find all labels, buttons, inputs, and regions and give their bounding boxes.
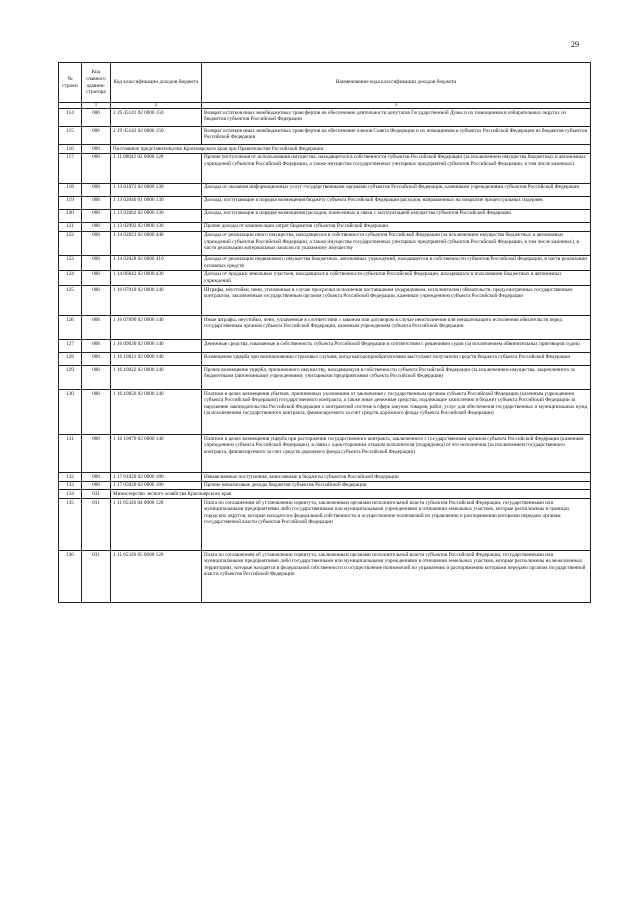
column-number-3: 3	[202, 103, 591, 109]
admin-code: 008	[82, 231, 111, 255]
table-row	[59, 472, 591, 481]
table-header-row	[59, 63, 591, 103]
header-code-name: Наименование кода классификации доходов бюджета	[202, 63, 591, 103]
table-row	[59, 145, 591, 154]
code-name: Прочие доходы от компенсации затрат бюджетов субъектов Российской Федерации	[202, 222, 591, 231]
code-name: Платежи в целях возмещения убытков, причиненных уклонением от заключения с государственным органом субъекта Российской Федерации (казенным учреждением субъекта Российской Федерации) государственного контракта, а также иные денежные средства, подлежащие зачислению в бюджет субъекта Российской Федерации за нарушение законодательства Российской Федерации о контрактной системе в сфере закупок товаров, работ, услуг для обеспечения государственных и муниципальных нужд (за исключением государственного контракта, финансируемого за счет средств дорожного фонда субъекта Российской Федерации)	[202, 389, 591, 434]
code-name: Доходы от продажи земельных участков, находящихся в собственности субъектов Российской Федерации, находящихся в пользовании бюджетных и автономных учреждений	[202, 270, 591, 285]
row-number: 130	[59, 389, 82, 434]
classification-code: 1 14 02023 02 0000 440	[111, 231, 202, 255]
table-row	[59, 270, 591, 285]
code-name: Доходы от реализации недвижимого имущества бюджетных, автономных учреждений, находящегося в собственности субъектов Российской Федерации, в части реализации основных средств	[202, 255, 591, 270]
table-row	[59, 196, 591, 209]
row-number: 132	[59, 472, 82, 481]
admin-code: 008	[82, 434, 111, 472]
table-row	[59, 499, 591, 551]
admin-code: 008	[82, 145, 111, 154]
classification-code: 1 11 09042 02 0000 120	[111, 153, 202, 183]
code-name: Прочее возмещение ущерба, причиненного имуществу, находящемуся в собственности субъекта Российской Федерации (за исключением имущества, закрепленного за бюджетными (автономными) учреждениями, унитарными предприятиями субъекта Российской Федерации)	[202, 365, 591, 389]
row-number: 134	[59, 490, 82, 499]
row-number: 133	[59, 481, 82, 490]
table-body	[59, 109, 591, 603]
admin-code: 006	[82, 127, 111, 145]
row-number: 117	[59, 153, 82, 183]
code-name: Доходы от реализации иного имущества, находящегося в собственности субъектов Российской Федерации (за исключением имущества бюджетных и автономных учреждений субъектов Российской Федерации, а также имущества государственных унитарных предприятий субъектов Российской Федерации, в том числе казенных), в части реализации материальных запасов по указанному имуществу	[202, 231, 591, 255]
table-row	[59, 209, 591, 222]
admin-code: 031	[82, 551, 111, 603]
table-row	[59, 231, 591, 255]
code-name: Прочие неналоговые доходы бюджетов субъектов Российской Федерации	[202, 481, 591, 490]
code-name: Возврат остатков иных межбюджетных трансфертов на обеспечение членов Совета Федерации и их помощников в субъектах Российской Федерации из бюджетов субъектов Российской Федерации	[202, 127, 591, 145]
admin-code: 008	[82, 389, 111, 434]
classification-code: 1 16 09030 02 0000 140	[111, 339, 202, 352]
row-number: 136	[59, 551, 82, 603]
row-number: 129	[59, 365, 82, 389]
admin-code: 008	[82, 365, 111, 389]
classification-code: 1 16 07010 02 0000 140	[111, 285, 202, 315]
admin-code: 008	[82, 315, 111, 339]
code-name: Иные штрафы, неустойки, пени, уплаченные в соответствии с законом или договором в случае неисполнения или ненадлежащего исполнения обязательств перед государственным органом субъекта Российской Федерации, казенным учреждением субъекта Российской Федерации	[202, 315, 591, 339]
admin-code: 031	[82, 499, 111, 551]
table-row	[59, 127, 591, 145]
code-name: Невыясненные поступления, зачисляемые в бюджеты субъектов Российской Федерации	[202, 472, 591, 481]
classification-code: 1 16 10022 02 0000 140	[111, 365, 202, 389]
admin-code: 008	[82, 481, 111, 490]
code-name: Доходы, поступающие в порядке возмещения бюджету субъекта Российской Федерации расходов, направленных на покрытие процессуальных издержек	[202, 196, 591, 209]
table-row	[59, 285, 591, 315]
admin-code: 008	[82, 255, 111, 270]
table-row	[59, 434, 591, 472]
classification-code: 1 14 02028 02 0000 410	[111, 255, 202, 270]
table-row	[59, 490, 591, 499]
classification-code: 1 16 10056 02 0000 140	[111, 389, 202, 434]
column-number-1: 1	[82, 103, 111, 109]
row-number: 122	[59, 231, 82, 255]
section-title: Постоянное представительство Красноярского края при Правительстве Российской Федерации	[111, 145, 591, 154]
classification-code: 2 19 45141 02 0000 150	[111, 109, 202, 127]
row-number: 118	[59, 183, 82, 196]
classification-code: 1 16 10076 02 0000 140	[111, 434, 202, 472]
classification-code: 1 13 02040 01 0000 130	[111, 196, 202, 209]
header-admin-code: Код главного админи-стратора	[82, 63, 111, 103]
code-name: Денежные средства, изымаемые в собственность субъекта Российской Федерации в соответствии с решениями судов (за исключением обвинительных приговоров судов)	[202, 339, 591, 352]
classification-code: 1 13 02062 02 0000 130	[111, 209, 202, 222]
classification-code: 1 14 06042 02 0000 430	[111, 270, 202, 285]
admin-code: 008	[82, 183, 111, 196]
admin-code: 008	[82, 209, 111, 222]
section-title: Министерство лесного хозяйства Красноярского края	[111, 490, 591, 499]
row-number: 123	[59, 255, 82, 270]
row-number: 125	[59, 285, 82, 315]
code-name: Плата по соглашениям об установлении сервитута, заключенным органами исполнительной власти субъектов Российской Федерации, государственными или муниципальными предприятиями либо государственными или муниципальными учреждениями в отношении земельных участков, которые расположены на межселенных территориях, которые находятся в федеральной собственности и осуществление полномочий по управлению и распоряжению которыми передано органам государственной власти субъектов Российской Федерации	[202, 551, 591, 603]
code-name: Возврат остатков иных межбюджетных трансфертов на обеспечение деятельности депутатов Государственной Думы и их помощников в избирательных округах из бюджетов субъектов Российской Федерации	[202, 109, 591, 127]
page-number: 29	[571, 40, 579, 49]
admin-code: 008	[82, 285, 111, 315]
table-row	[59, 365, 591, 389]
row-number: 119	[59, 196, 82, 209]
admin-code: 006	[82, 109, 111, 127]
classification-code: 1 16 07090 02 0000 140	[111, 315, 202, 339]
table-row	[59, 222, 591, 231]
row-number: 115	[59, 127, 82, 145]
admin-code: 008	[82, 153, 111, 183]
table-row	[59, 183, 591, 196]
code-name: Штрафы, неустойки, пени, уплаченные в случае просрочки исполнения поставщиком (подрядчиком, исполнителем) обязательств, предусмотренных государственным контрактом, заключенным государственным органом субъекта Российской Федерации, казенным учреждением субъекта Российской Федерации	[202, 285, 591, 315]
classification-code: 1 13 02992 02 0000 130	[111, 222, 202, 231]
admin-code: 008	[82, 352, 111, 365]
table-row	[59, 551, 591, 603]
classification-code: 2 19 45142 02 0000 150	[111, 127, 202, 145]
row-number: 114	[59, 109, 82, 127]
admin-code: 008	[82, 196, 111, 209]
column-number-2: 2	[111, 103, 202, 109]
table-row	[59, 389, 591, 434]
table-row	[59, 481, 591, 490]
row-number: 120	[59, 209, 82, 222]
row-number: 131	[59, 434, 82, 472]
admin-code: 008	[82, 339, 111, 352]
code-name: Прочие поступления от использования имущества, находящегося в собственности субъектов Российской Федерации (за исключением имущества бюджетных и автономных учреждений субъектов Российской Федерации, а также имущества государственных унитарных предприятий субъектов Российской Федерации, в том числе казенных)	[202, 153, 591, 183]
classification-code: 1 16 10021 02 0000 140	[111, 352, 202, 365]
classification-code: 1 13 01072 02 0000 130	[111, 183, 202, 196]
admin-code: 008	[82, 472, 111, 481]
row-number: 128	[59, 352, 82, 365]
classification-code: 1 17 01020 02 0000 180	[111, 472, 202, 481]
row-number: 121	[59, 222, 82, 231]
table-row	[59, 109, 591, 127]
admin-code: 008	[82, 222, 111, 231]
classification-code: 1 11 05326 05 0000 120	[111, 551, 202, 603]
row-number: 116	[59, 145, 82, 154]
table-row	[59, 255, 591, 270]
admin-code: 031	[82, 490, 111, 499]
budget-classification-table	[58, 62, 591, 603]
table-row	[59, 153, 591, 183]
admin-code: 008	[82, 270, 111, 285]
code-name: Возмещение ущерба при возникновении страховых случаев, когда выгодоприобретателями выступают получатели средств бюджета субъекта Российской Федерации	[202, 352, 591, 365]
code-name: Плата по соглашениям об установлении сервитута, заключенным органами исполнительной власти субъектов Российской Федерации, государственными или муниципальными предприятиями либо государственными или муниципальными учреждениями в отношении земельных участков, которые расположены в границах городских округов, которые находятся в федеральной собственности и осуществление полномочий по управлению и распоряжению которыми передано органам государственной власти субъектов Российской Федерации	[202, 499, 591, 551]
classification-code: 1 17 05020 02 0000 180	[111, 481, 202, 490]
row-number: 124	[59, 270, 82, 285]
code-name: Платежи в целях возмещения ущерба при расторжении государственного контракта, заключенного с государственным органом субъекта Российской Федерации (казенным учреждением субъекта Российской Федерации), в связи с односторонним отказом исполнителя (подрядчика) от его исполнения (за исключением государственного контракта, финансируемого за счет средств дорожного фонда субъекта Российской Федерации)	[202, 434, 591, 472]
code-name: Доходы от оказания информационных услуг государственными органами субъектов Российской Федерации, казенными учреждениями субъектов Российской Федерации	[202, 183, 591, 196]
row-number: 127	[59, 339, 82, 352]
code-name: Доходы, поступающие в порядке возмещения расходов, понесенных в связи с эксплуатацией имущества субъектов Российской Федерации	[202, 209, 591, 222]
table-row	[59, 339, 591, 352]
row-number: 135	[59, 499, 82, 551]
row-number: 126	[59, 315, 82, 339]
header-row-number: № строки	[59, 63, 82, 103]
table-row	[59, 315, 591, 339]
table-row	[59, 352, 591, 365]
header-classification-code: Код классификации доходов бюджета	[111, 63, 202, 103]
classification-code: 1 11 05326 04 0000 120	[111, 499, 202, 551]
